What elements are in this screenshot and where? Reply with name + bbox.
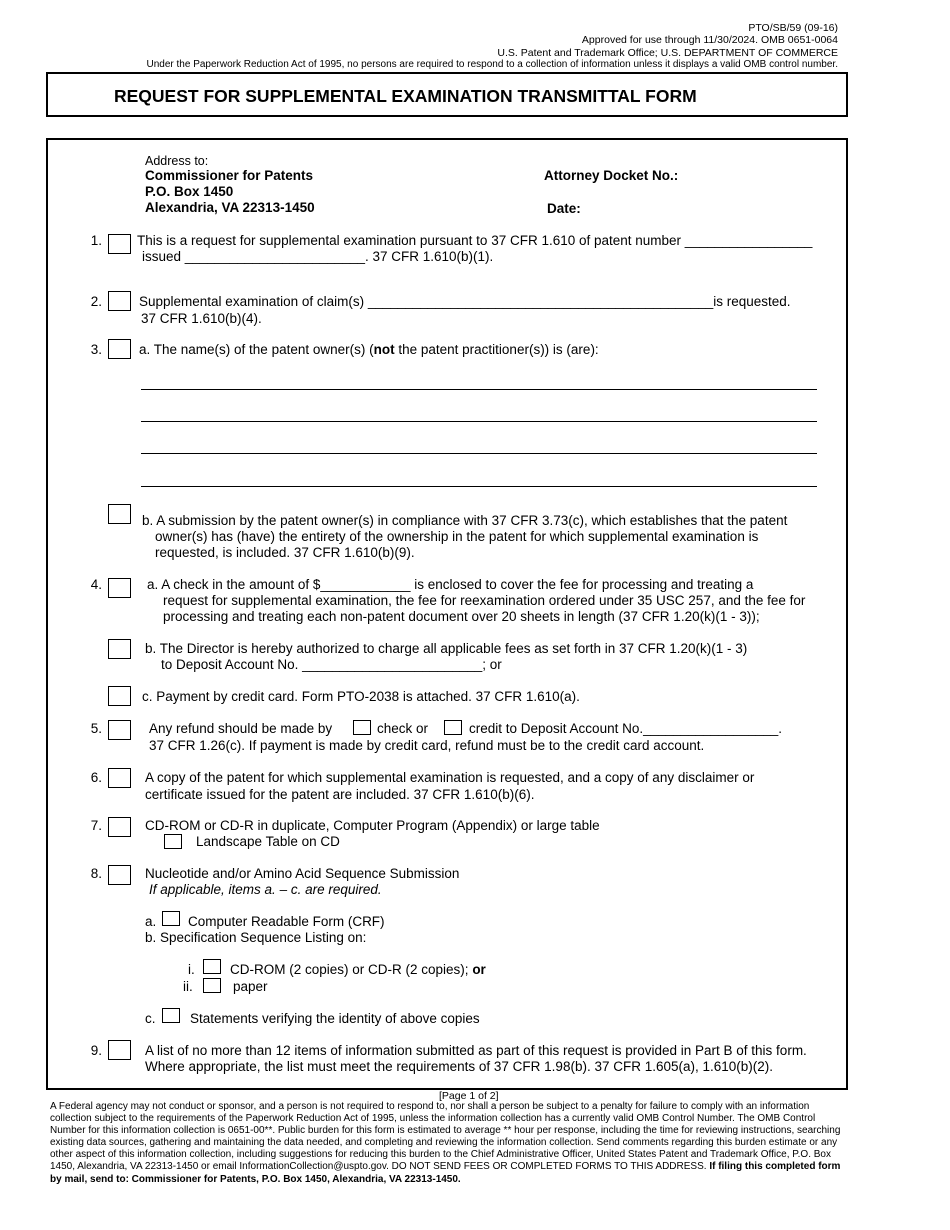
footer-body: A Federal agency may not conduct or sponsor, and a person is not required to respond to, nor shall a person be subject to a penalty for failure to comply with an information collection subject to the requirements of the Paperwork Reduction Act of 1995, unless the information collection has a currently valid OMB Control Number. The OMB Control Number for this information collection is 0651-00**. Public burden for this form is estimated to average ** hour per response, including the time for reviewing instructions, searching existing data sources, gathering and maintaining the data needed, and completing and reviewing the information collection. Send comments regarding this burden estimate or any other aspect of this information collection, including suggestions for reducing this burden to the Chief Administrative Officer, United States Patent and Trademark Office, P.O. Box 1450, Alexandria, VA 22313-1450 or email InformationCollection@uspto.gov. DO NOT SEND FEES OR COMPLETED FORMS TO THIS ADDRESS. [50, 1101, 841, 1173]
item-8-checkbox[interactable] [108, 865, 131, 885]
footer-text [50, 1101, 850, 1186]
paper-label: paper [233, 979, 268, 994]
item-1-text-line1: This is a request for supplemental examination pursuant to 37 CFR 1.610 of patent number _________________ [137, 233, 813, 248]
statements-label: Statements verifying the identity of above copies [190, 1011, 480, 1026]
item-8c-label: c. [145, 1011, 156, 1026]
item-7-text: CD-ROM or CD-R in duplicate, Computer Program (Appendix) or large table [145, 818, 600, 833]
crf-label: Computer Readable Form (CRF) [188, 914, 385, 929]
refund-credit-label: credit to Deposit Account No.__________________. [469, 721, 782, 736]
item-9-text-line1: A list of no more than 12 items of information submitted as part of this request is provided in Part B of this form. [145, 1043, 807, 1058]
item-3a-text-pre: a. The name(s) of the patent owner(s) ( [139, 342, 374, 357]
footer-mailing-instructions: If filing this completed form by mail, send to: Commissioner for Patents, P.O. Box 1450, Alexandria, VA 22313-1450. [50, 1161, 841, 1185]
item-1-text-line2: issued ________________________. 37 CFR 1.610(b)(1). [142, 249, 494, 264]
item-4c-text: c. Payment by credit card. Form PTO-2038 is attached. 37 CFR 1.610(a). [142, 689, 580, 704]
item-4a-checkbox[interactable] [108, 578, 131, 598]
title-box [46, 72, 848, 117]
item-8bii-label: ii. [183, 979, 193, 994]
item-3a-text [139, 342, 599, 357]
approval-notice: Approved for use through 11/30/2024. OMB 0651-0064 [581, 34, 838, 46]
statements-checkbox[interactable] [162, 1008, 180, 1023]
item-1-checkbox[interactable] [108, 234, 131, 254]
item-8b-text: b. Specification Sequence Listing on: [145, 930, 367, 945]
date-label: Date: [547, 201, 581, 216]
item-6-number: 6. [90, 770, 102, 785]
item-5-number: 5. [90, 721, 102, 736]
item-9-number: 9. [90, 1043, 102, 1058]
owner-name-line[interactable] [141, 421, 817, 422]
item-3b-checkbox[interactable] [108, 504, 131, 524]
item-2-checkbox[interactable] [108, 291, 131, 311]
item-4a-text-line3: processing and treating each non-patent document over 20 sheets in length (37 CFR 1.20(k)(1 - 3)); [163, 609, 760, 624]
item-3a-text-post: the patent practitioner(s)) is (are): [394, 342, 599, 357]
paperwork-notice: Under the Paperwork Reduction Act of 1995, no persons are required to respond to a collection of information unless it displays a valid OMB control number. [146, 58, 838, 70]
item-3-number: 3. [90, 342, 102, 357]
item-2-text-line2: 37 CFR 1.610(b)(4). [141, 311, 262, 326]
crf-checkbox[interactable] [162, 911, 180, 926]
item-4a-text-line1: a. A check in the amount of $____________ is enclosed to cover the fee for processing and treating a [147, 577, 754, 592]
item-6-text-line2: certificate issued for the patent are included. 37 CFR 1.610(b)(6). [145, 787, 535, 802]
item-9-checkbox[interactable] [108, 1040, 131, 1060]
item-6-checkbox[interactable] [108, 768, 131, 788]
item-4c-checkbox[interactable] [108, 686, 131, 706]
refund-credit-checkbox[interactable] [444, 720, 462, 735]
address-line-3: Alexandria, VA 22313-1450 [145, 200, 315, 215]
item-7-checkbox[interactable] [108, 817, 131, 837]
address-label: Address to: [145, 154, 209, 168]
item-4b-text-line2: to Deposit Account No. ________________________; or [161, 657, 502, 672]
item-3b-text-line2: owner(s) has (have) the entirety of the ownership in the patent for which supplemental examination is [155, 529, 759, 544]
item-8-number: 8. [90, 866, 102, 881]
item-3b-text-line1: b. A submission by the patent owner(s) in compliance with 37 CFR 3.73(c), which establishes that the patent [142, 513, 788, 528]
item-8-text: Nucleotide and/or Amino Acid Sequence Submission [145, 866, 460, 881]
item-3b-text-line3: requested, is included. 37 CFR 1.610(b)(9). [155, 545, 415, 560]
item-4b-text-line1: b. The Director is hereby authorized to charge all applicable fees as set forth in 37 CFR 1.20(k)(1 - 3) [145, 641, 748, 656]
owner-name-line[interactable] [141, 453, 817, 454]
owner-name-line[interactable] [141, 389, 817, 390]
paper-checkbox[interactable] [203, 978, 221, 993]
agency-line: U.S. Patent and Trademark Office; U.S. DEPARTMENT OF COMMERCE [497, 46, 838, 59]
address-line-2: P.O. Box 1450 [145, 184, 234, 199]
item-4b-checkbox[interactable] [108, 639, 131, 659]
landscape-table-label: Landscape Table on CD [196, 834, 340, 849]
page-title: REQUEST FOR SUPPLEMENTAL EXAMINATION TRANSMITTAL FORM [114, 86, 697, 106]
item-1-number: 1. [90, 233, 102, 248]
item-6-text-line1: A copy of the patent for which supplemental examination is requested, and a copy of any disclaimer or [145, 770, 755, 785]
refund-check-label: check or [377, 721, 429, 736]
item-4a-text-line2: request for supplemental examination, the fee for reexamination ordered under 35 USC 257, and the fee for [163, 593, 806, 608]
item-5-text-line2: 37 CFR 1.26(c). If payment is made by credit card, refund must be to the credit card account. [149, 738, 705, 753]
landscape-table-checkbox[interactable] [164, 834, 182, 849]
item-2-text-line1: Supplemental examination of claim(s) ______________________________________________is requested. [139, 294, 791, 309]
item-7-number: 7. [90, 818, 102, 833]
cd-rom-label-or: or [472, 962, 486, 977]
footer-notice [50, 1101, 850, 1186]
item-9-text-line2: Where appropriate, the list must meet the requirements of 37 CFR 1.98(b). 37 CFR 1.605(a), 1.610(b)(2). [145, 1059, 774, 1074]
item-8bi-label: i. [188, 962, 195, 977]
item-5-text-pre: Any refund should be made by [149, 721, 333, 736]
form-id: PTO/SB/59 (09-16) [748, 22, 838, 34]
address-line-1: Commissioner for Patents [145, 168, 314, 183]
cd-rom-checkbox[interactable] [203, 959, 221, 974]
refund-check-checkbox[interactable] [353, 720, 371, 735]
cd-rom-label-text: CD-ROM (2 copies) or CD-R (2 copies); [230, 962, 469, 977]
item-2-number: 2. [90, 294, 102, 309]
item-3a-checkbox[interactable] [108, 339, 131, 359]
item-5-checkbox[interactable] [108, 720, 131, 740]
owner-name-line[interactable] [141, 486, 817, 487]
docket-label: Attorney Docket No.: [544, 168, 679, 183]
item-8-note: If applicable, items a. – c. are required. [149, 882, 382, 897]
item-4-number: 4. [90, 577, 102, 592]
page-number: [Page 1 of 2] [439, 1090, 499, 1102]
cd-rom-label [230, 962, 486, 977]
item-8a-label: a. [145, 914, 157, 929]
item-3a-text-bold: not [373, 342, 395, 357]
